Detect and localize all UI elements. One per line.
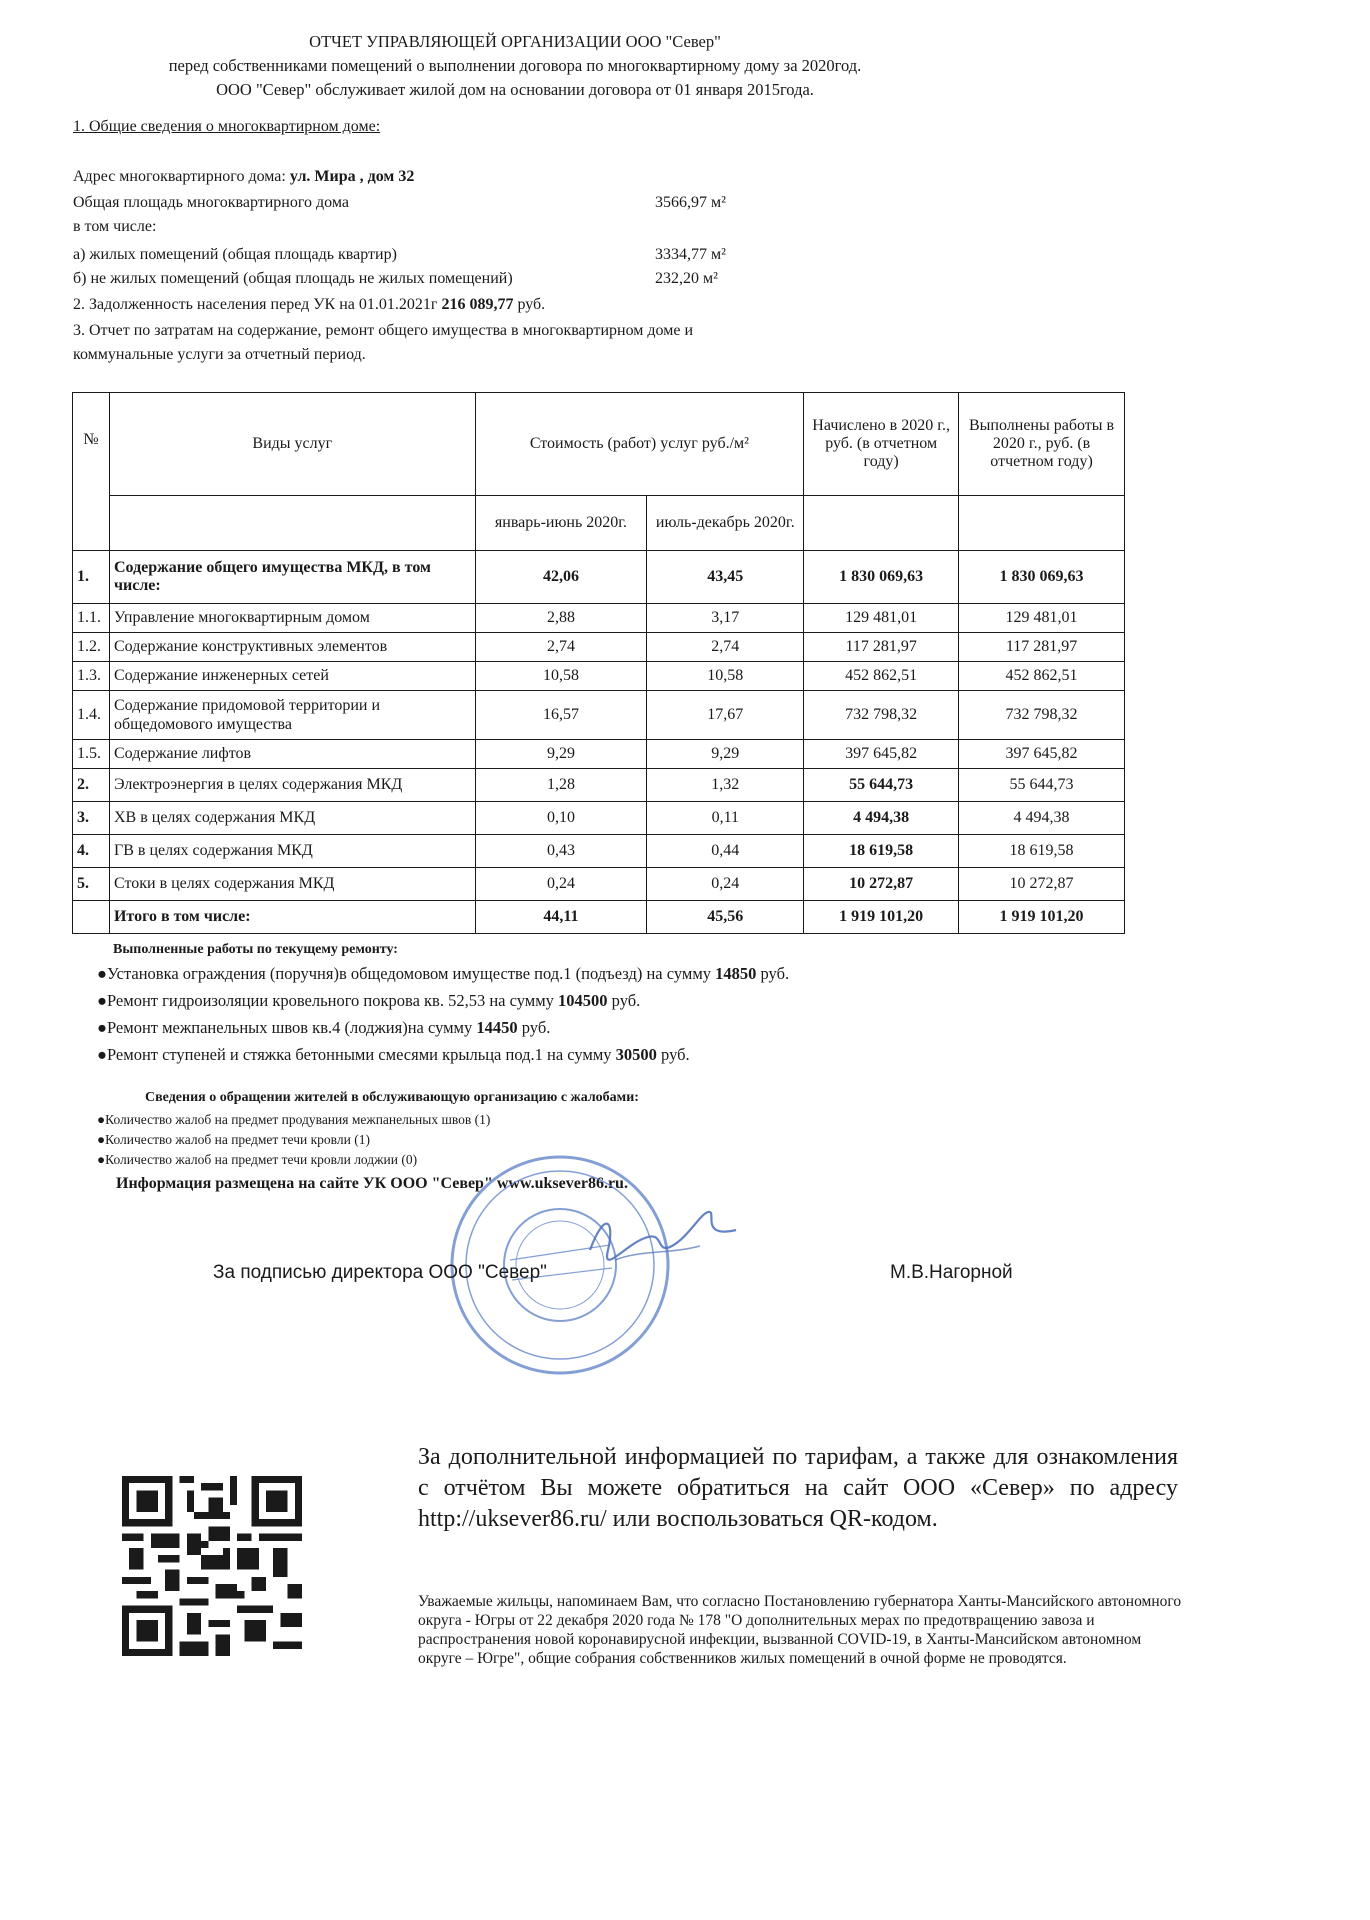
row-jan: 42,06 — [475, 551, 647, 604]
row-jul: 3,17 — [647, 604, 804, 633]
row-jul: 9,29 — [647, 740, 804, 769]
section1-title: 1. Общие сведения о многоквартирном доме: — [73, 118, 381, 135]
row-service: Управление многоквартирным домом — [109, 604, 475, 633]
table-row — [73, 740, 1125, 769]
address-label: Адрес многоквартирного дома: — [73, 168, 286, 185]
row-jan: 16,57 — [475, 691, 647, 740]
row-charged: 1 830 069,63 — [804, 551, 959, 604]
row-jan: 44,11 — [475, 901, 647, 934]
row-jan: 0,43 — [475, 835, 647, 868]
row-service: Содержание инженерных сетей — [109, 662, 475, 691]
header-cost: Стоимость (работ) услуг руб./м² — [475, 393, 804, 496]
table-row — [73, 868, 1125, 901]
more-info-text: За дополнительной информацией по тарифам, а также для ознакомления с отчётом Вы можете обратиться на сайт ООО «Север» по адресу http://uksever86.ru/ или воспользоваться QR-кодом. — [418, 1444, 1178, 1532]
row-service: Содержание общего имущества МКД, в том числе: — [109, 551, 475, 604]
repair-item — [97, 1045, 690, 1065]
row-num: 1. — [73, 551, 110, 604]
address-line — [73, 168, 414, 186]
row-charged: 4 494,38 — [804, 802, 959, 835]
row-num — [73, 901, 110, 934]
row-num: 1.1. — [73, 604, 110, 633]
row-num: 1.5. — [73, 740, 110, 769]
table-header-row — [73, 393, 1125, 496]
total-area-value: 3566,97 м² — [655, 194, 726, 211]
row-jul: 10,58 — [647, 662, 804, 691]
row-jan: 2,74 — [475, 633, 647, 662]
header-service: Виды услуг — [109, 393, 475, 496]
debt-label: 2. Задолженность населения перед УК на 01.01.2021г — [73, 296, 438, 313]
row-jan: 10,58 — [475, 662, 647, 691]
table-row — [73, 769, 1125, 802]
repair-unit: руб. — [611, 991, 641, 1010]
row-charged: 397 645,82 — [804, 740, 959, 769]
row-num: 1.2. — [73, 633, 110, 662]
complaint-item: ●Количество жалоб на предмет продувания межпанельных швов (1) — [97, 1112, 491, 1127]
row-done: 10 272,87 — [959, 868, 1125, 901]
repair-unit: руб. — [521, 1018, 551, 1037]
repair-amount: 30500 — [615, 1045, 657, 1064]
row-jul: 0,11 — [647, 802, 804, 835]
row-num: 5. — [73, 868, 110, 901]
nonresidential-label: б) не жилых помещений (общая площадь не жилых помещений) — [73, 270, 513, 287]
row-done: 732 798,32 — [959, 691, 1125, 740]
report-subtitle: перед собственниками помещений о выполнении договора по многоквартирному дому за 2020год. — [168, 56, 862, 75]
complaint-item: ●Количество жалоб на предмет течи кровли лоджии (0) — [97, 1152, 418, 1167]
row-done: 452 862,51 — [959, 662, 1125, 691]
repairs-title: Выполненные работы по текущему ремонту: — [113, 942, 398, 957]
row-done: 1 919 101,20 — [959, 901, 1125, 934]
row-num: 3. — [73, 802, 110, 835]
signature-caption: За подписью директора ООО "Север" — [213, 1262, 547, 1283]
row-num: 4. — [73, 835, 110, 868]
row-service: ГВ в целях содержания МКД — [109, 835, 475, 868]
residential-value: 3334,77 м² — [655, 246, 726, 263]
row-service: Электроэнергия в целях содержания МКД — [109, 769, 475, 802]
row-jan: 9,29 — [475, 740, 647, 769]
row-charged: 10 272,87 — [804, 868, 959, 901]
row-done: 117 281,97 — [959, 633, 1125, 662]
header-charged: Начислено в 2020 г., руб. (в отчетном году) — [804, 393, 959, 496]
address-value: ул. Мира , дом 32 — [289, 168, 415, 185]
row-service: ХВ в целях содержания МКД — [109, 802, 475, 835]
table-row — [73, 802, 1125, 835]
row-charged: 129 481,01 — [804, 604, 959, 633]
debt-unit: руб. — [517, 296, 546, 313]
header-service-empty — [109, 496, 475, 551]
row-charged: 732 798,32 — [804, 691, 959, 740]
repair-item — [97, 1018, 550, 1038]
complaint-item: ●Количество жалоб на предмет течи кровли (1) — [97, 1132, 370, 1147]
repair-unit: руб. — [760, 964, 790, 983]
row-jul: 43,45 — [647, 551, 804, 604]
header-done: Выполнены работы в 2020 г., руб. (в отчетном году) — [959, 393, 1125, 496]
repair-text: ●Установка ограждения (поручня)в общедомовом имуществе под.1 (подъезд) на сумму — [97, 964, 712, 983]
table-row — [73, 662, 1125, 691]
debt-line — [73, 296, 545, 314]
row-done: 18 619,58 — [959, 835, 1125, 868]
row-done: 4 494,38 — [959, 802, 1125, 835]
row-jul: 2,74 — [647, 633, 804, 662]
row-jul: 0,24 — [647, 868, 804, 901]
table-subheader-row — [73, 496, 1125, 551]
row-num: 1.3. — [73, 662, 110, 691]
row-jan: 1,28 — [475, 769, 647, 802]
row-charged: 18 619,58 — [804, 835, 959, 868]
residential-label: а) жилых помещений (общая площадь квартир) — [73, 246, 397, 263]
row-jul: 1,32 — [647, 769, 804, 802]
repair-unit: руб. — [661, 1045, 690, 1064]
header-jan-jun: январь-июнь 2020г. — [475, 496, 647, 551]
row-done: 1 830 069,63 — [959, 551, 1125, 604]
repair-text: ●Ремонт гидроизоляции кровельного покрова кв. 52,53 на сумму — [97, 991, 554, 1010]
header-done-empty — [959, 496, 1125, 551]
row-done: 397 645,82 — [959, 740, 1125, 769]
row-service: Содержание лифтов — [109, 740, 475, 769]
row-jan: 0,10 — [475, 802, 647, 835]
row-jan: 2,88 — [475, 604, 647, 633]
table-total-row — [73, 901, 1125, 934]
row-num: 1.4. — [73, 691, 110, 740]
repair-amount: 14850 — [715, 964, 757, 983]
covid-notice: Уважаемые жильцы, напоминаем Вам, что согласно Постановлению губернатора Ханты-Мансийского автономного округа - Югры от 22 декабря 2020 года № 178 "О дополнительных мерах по предотвращению завоза и распространения новой коронавирусной инфекции, вызванной COVID-19, в Ханты-Мансийском автономном округе – Югре", общие собрания собственников жилых помещений в очной форме не проводятся. — [418, 1593, 1182, 1667]
costs-table — [72, 392, 1125, 934]
repair-text: ●Ремонт ступеней и стяжка бетонными смесями крыльца под.1 на сумму — [97, 1045, 612, 1064]
row-jan: 0,24 — [475, 868, 647, 901]
row-charged: 452 862,51 — [804, 662, 959, 691]
site-info: Информация размещена на сайте УК ООО "Север" www.uksever86.ru. — [116, 1175, 628, 1192]
repair-amount: 104500 — [558, 991, 608, 1010]
section3-line1: 3. Отчет по затратам на содержание, ремонт общего имущества в многоквартирном доме и — [73, 322, 694, 339]
table-row — [73, 551, 1125, 604]
row-num: 2. — [73, 769, 110, 802]
row-charged: 1 919 101,20 — [804, 901, 959, 934]
debt-value: 216 089,77 — [441, 296, 514, 313]
table-row — [73, 691, 1125, 740]
repair-item — [97, 991, 640, 1011]
complaints-title: Сведения о обращении жителей в обслуживающую организацию с жалобами: — [145, 1090, 639, 1105]
row-service: Стоки в целях содержания МКД — [109, 868, 475, 901]
report-title: ОТЧЕТ УПРАВЛЯЮЩЕЙ ОРГАНИЗАЦИИ ООО "Север" — [309, 32, 721, 51]
header-charged-empty — [804, 496, 959, 551]
header-jul-dec: июль-декабрь 2020г. — [647, 496, 804, 551]
contract-line: ООО "Север" обслуживает жилой дом на основании договора от 01 января 2015года. — [216, 80, 814, 99]
nonresidential-value: 232,20 м² — [655, 270, 718, 287]
repair-amount: 14450 — [476, 1018, 518, 1037]
row-jul: 17,67 — [647, 691, 804, 740]
row-service: Содержание придомовой территории и общедомового имущества — [109, 691, 475, 740]
repair-item — [97, 964, 789, 984]
table-row — [73, 633, 1125, 662]
row-jul: 45,56 — [647, 901, 804, 934]
including-label: в том числе: — [73, 218, 157, 235]
row-charged: 55 644,73 — [804, 769, 959, 802]
header-num: № — [73, 393, 110, 551]
repair-text: ●Ремонт межпанельных швов кв.4 (лоджия)на сумму — [97, 1018, 473, 1037]
qr-code — [122, 1476, 302, 1656]
total-area-label: Общая площадь многоквартирного дома — [73, 194, 349, 211]
row-jul: 0,44 — [647, 835, 804, 868]
row-charged: 117 281,97 — [804, 633, 959, 662]
table-row — [73, 604, 1125, 633]
section3-line2: коммунальные услуги за отчетный период. — [73, 346, 366, 363]
director-name: М.В.Нагорной — [890, 1262, 1013, 1283]
row-done: 129 481,01 — [959, 604, 1125, 633]
row-done: 55 644,73 — [959, 769, 1125, 802]
row-service: Итого в том числе: — [109, 901, 475, 934]
table-row — [73, 835, 1125, 868]
row-service: Содержание конструктивных элементов — [109, 633, 475, 662]
